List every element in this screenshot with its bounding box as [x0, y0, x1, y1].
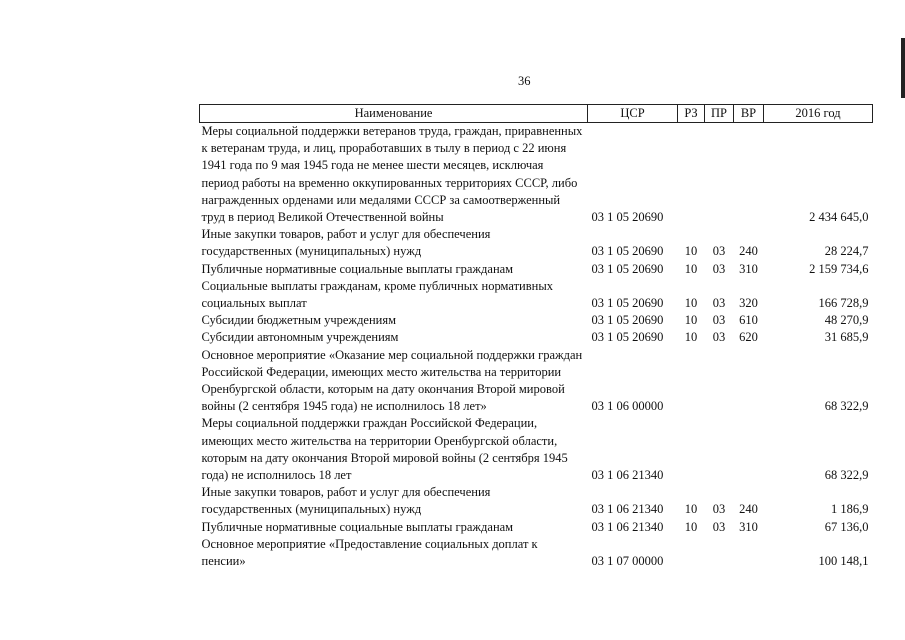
- row-csr: 03 1 05 20690: [591, 261, 664, 276]
- row-vr: 240: [739, 502, 758, 517]
- row-rz: 10: [684, 296, 698, 311]
- page-number: 36: [518, 74, 531, 88]
- row-vr: 620: [739, 330, 758, 345]
- row-amount: 48 270,9: [824, 313, 869, 328]
- row-rz: 10: [684, 502, 698, 517]
- table-row: [200, 347, 873, 416]
- row-csr: 03 1 05 20690: [591, 244, 664, 259]
- row-amount: 68 322,9: [824, 468, 869, 483]
- row-amount: 1 186,9: [831, 502, 869, 517]
- table-row: [200, 261, 873, 278]
- header-name: Наименование: [200, 105, 588, 123]
- row-csr: 03 1 06 21340: [591, 468, 664, 483]
- row-name: Меры социальной поддержки граждан Российской Федерации, имеющих место жительства на территории Оренбургской области, которым на дату окончания Второй мировой войны (2 сентября 1945 года) не исполнилось 18 лет: [201, 416, 568, 483]
- row-name: Публичные нормативные социальные выплаты гражданам: [201, 261, 514, 276]
- row-amount: 67 136,0: [824, 519, 869, 534]
- row-rz: 10: [684, 313, 698, 328]
- header-vr: ВР: [734, 105, 764, 123]
- row-pr: 03: [712, 519, 726, 534]
- table-row: [200, 123, 873, 227]
- row-name: Основное мероприятие «Предоставление социальных доплат к пенсии»: [201, 536, 538, 569]
- row-csr: 03 1 05 20690: [591, 330, 664, 345]
- row-csr: 03 1 07 00000: [591, 554, 664, 569]
- row-vr: [734, 536, 764, 570]
- row-amount: 2 159 734,6: [809, 261, 869, 276]
- row-csr: 03 1 05 20690: [591, 296, 664, 311]
- row-vr: 310: [739, 519, 758, 534]
- row-pr: 03: [712, 502, 726, 517]
- row-name: Основное мероприятие «Оказание мер социальной поддержки граждан Российской Федерации, имеющих место жительства на территории Оренбургской области, которым на дату окончания Второй мировой войны (2 сентября 1945 года) не исполнилось 18 лет»: [201, 347, 583, 414]
- row-name: Публичные нормативные социальные выплаты гражданам: [201, 519, 514, 534]
- row-pr: 03: [712, 330, 726, 345]
- header-year: 2016 год: [764, 105, 873, 123]
- table-row: [200, 329, 873, 346]
- table-row: [200, 415, 873, 484]
- row-name: Иные закупки товаров, работ и услуг для обеспечения государственных (муниципальных) нужд: [201, 227, 491, 259]
- table-row: [200, 484, 873, 518]
- row-vr: [734, 123, 764, 227]
- row-csr: 03 1 06 21340: [591, 519, 664, 534]
- row-pr: 03: [712, 244, 726, 259]
- row-vr: 240: [739, 244, 758, 259]
- table-row: [200, 519, 873, 536]
- row-vr: [734, 415, 764, 484]
- row-name: Социальные выплаты гражданам, кроме публичных нормативных социальных выплат: [201, 278, 553, 311]
- table-header-row: [200, 105, 873, 123]
- row-vr: [734, 347, 764, 416]
- table-row: [200, 226, 873, 260]
- header-pr: ПР: [705, 105, 734, 123]
- row-name: Меры социальной поддержки ветеранов труда, граждан, приравненных к ветеранам труда, и лиц, проработавших в тылу в период с 22 июня 1941 года по 9 мая 1945 года не менее шести месяцев, исключая период работы на временно оккупированных территориях СССР, либо награжденных орденами или медалями СССР за самоотверженный труд в период Великой Отечественной войны: [201, 124, 583, 225]
- row-rz: 10: [684, 519, 698, 534]
- row-pr: 03: [712, 313, 726, 328]
- row-csr: 03 1 06 00000: [591, 399, 664, 414]
- table-row: [200, 536, 873, 570]
- row-csr: 03 1 05 20690: [591, 210, 664, 225]
- row-amount: 2 434 645,0: [809, 210, 869, 225]
- scan-edge-mark: [901, 38, 905, 98]
- row-amount: 100 148,1: [818, 554, 869, 569]
- row-csr: 03 1 06 21340: [591, 502, 664, 517]
- row-vr: 310: [739, 261, 758, 276]
- row-rz: [678, 536, 705, 570]
- budget-table: [199, 104, 873, 570]
- row-amount: 166 728,9: [818, 296, 869, 311]
- header-rz: РЗ: [678, 105, 705, 123]
- row-rz: 10: [684, 244, 698, 259]
- row-vr: 320: [739, 296, 758, 311]
- row-rz: [678, 123, 705, 227]
- row-pr: [705, 415, 734, 484]
- row-name: Субсидии бюджетным учреждениям: [201, 313, 397, 328]
- row-rz: [678, 415, 705, 484]
- row-amount: 68 322,9: [824, 399, 869, 414]
- header-csr: ЦСР: [588, 105, 678, 123]
- row-pr: [705, 123, 734, 227]
- row-pr: 03: [712, 261, 726, 276]
- table-row: [200, 278, 873, 312]
- row-amount: 31 685,9: [824, 330, 869, 345]
- row-vr: 610: [739, 313, 758, 328]
- row-rz: [678, 347, 705, 416]
- row-rz: 10: [684, 261, 698, 276]
- row-name: Иные закупки товаров, работ и услуг для обеспечения государственных (муниципальных) нужд: [201, 485, 491, 517]
- row-amount: 28 224,7: [824, 244, 869, 259]
- row-pr: 03: [712, 296, 726, 311]
- row-name: Субсидии автономным учреждениям: [201, 330, 399, 345]
- row-pr: [705, 347, 734, 416]
- row-csr: 03 1 05 20690: [591, 313, 664, 328]
- row-rz: 10: [684, 330, 698, 345]
- table-row: [200, 312, 873, 329]
- row-pr: [705, 536, 734, 570]
